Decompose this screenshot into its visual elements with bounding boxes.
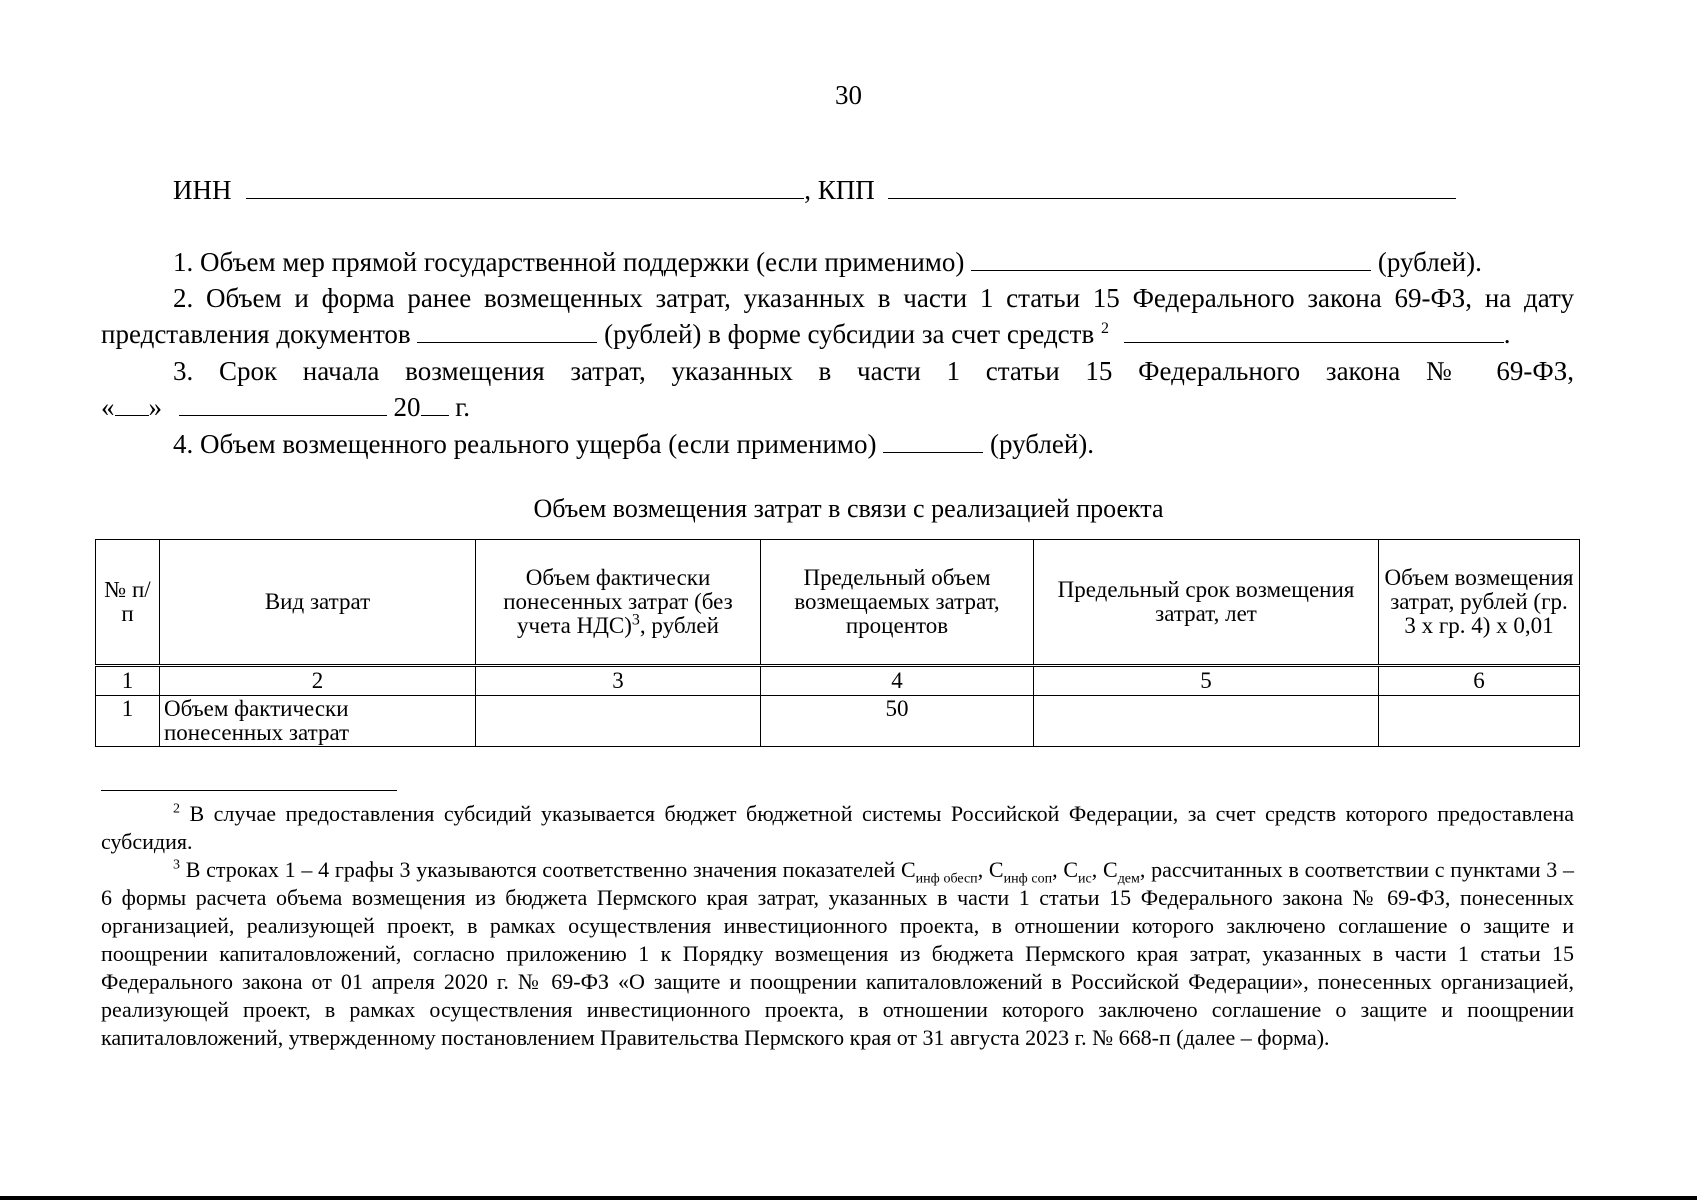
item2-amount-blank <box>417 318 597 343</box>
footnote-3-text-e: , рассчитанных в соответствии с пунктами 3 – 6 формы расчета объема возмещения из бюджета Пермского края затрат, указанных в части 1 статьи 15 Федерального закона № 69-ФЗ, понесенных организацией, реализующей проект, в рамках осуществления инвестиционного проекта, в отношении которого заключено соглашение о защите и поощрении капиталовложений, согласно приложению 1 к Порядку возмещения из бюджета Пермского края затрат, указанных в части 1 статьи 15 Федерального закона от 01 апреля 2020 г. № 69-ФЗ «О защите и поощрении капиталовложений в Российской Федерации», понесенных организацией, реализующей проект, в рамках осуществления инвестиционного проекта, в отношении которого заключено соглашение о защите и поощрении капиталовложений, утвержденному постановлением Правительства Пермского края от 31 августа 2023 г. № 668-п (далее – форма). <box>101 857 1574 1050</box>
footnote-2-mark: 2 <box>173 801 180 817</box>
kpp-blank-field <box>888 174 1456 199</box>
row-limit-percent: 50 <box>761 696 1034 747</box>
item2-label-b: (рублей) в форме субсидии за счет средств <box>604 319 1095 349</box>
item-2 <box>101 280 1574 352</box>
footnote-3-sub-inf-sop: инф соп <box>1003 871 1053 887</box>
footnote-2-text: В случае предоставления субсидий указывается бюджет бюджетной системы Российской Федерации, за счет средств которого предоставлена субсидия. <box>101 801 1574 854</box>
row-number: 1 <box>96 696 160 747</box>
footnote-2 <box>101 800 1574 856</box>
column-number: 3 <box>476 666 761 696</box>
item-4 <box>101 426 1574 462</box>
cost-table <box>95 539 1580 747</box>
footnote-3 <box>101 856 1574 1052</box>
footnote-3-text-a: В строках 1 – 4 графы 3 указываются соответственно значения показателей С <box>185 857 916 882</box>
footnote-3-text-c: , С <box>1052 857 1079 882</box>
footnotes <box>101 800 1574 1052</box>
page-number: 30 <box>835 80 862 110</box>
header-actual-costs-unit: , рублей <box>639 613 719 638</box>
table-row <box>96 696 1580 747</box>
inn-kpp-row <box>173 174 1463 206</box>
footnote-3-sub-dem: дем <box>1117 871 1140 887</box>
footnote-separator <box>101 790 397 791</box>
item1-blank-field <box>971 246 1371 271</box>
header-actual-costs <box>476 540 761 666</box>
item-1 <box>101 244 1574 280</box>
item1-unit: (рублей). <box>1377 247 1482 277</box>
item2-line1: 2. Объем и форма ранее возмещенных затрат, указанных в части 1 статьи 15 Федерального закона 69-ФЗ, на дату <box>173 283 1574 313</box>
column-number: 4 <box>761 666 1034 696</box>
item3-year-prefix: 20 <box>393 392 421 422</box>
header-limit-years: Предельный срок возмещения затрат, лет <box>1034 540 1379 666</box>
column-number: 1 <box>96 666 160 696</box>
footnote-3-text-b: , С <box>977 857 1004 882</box>
item2-label-a: представления документов <box>101 319 411 349</box>
item3-month-blank <box>179 391 387 416</box>
header-reimbursement-amount: Объем возмещения затрат, рублей (гр. 3 х гр. 4) х 0,01 <box>1379 540 1580 666</box>
row-cost-type: Объем фактически понесенных затрат <box>160 696 476 747</box>
row-actual-costs <box>476 696 761 747</box>
footnote-3-sub-is: ис <box>1078 871 1092 887</box>
item3-close-quote: » <box>148 392 162 422</box>
scan-bottom-edge <box>0 1196 1697 1200</box>
item3-open-quote: « <box>101 392 115 422</box>
column-number: 6 <box>1379 666 1580 696</box>
table-header-row <box>96 540 1580 666</box>
footnote-3-sub-inf-obesp: инф обесп <box>915 871 978 887</box>
item2-source-blank <box>1124 318 1504 343</box>
row-amount <box>1379 696 1580 747</box>
item2-end: . <box>1503 319 1511 349</box>
header-actual-costs-text: Объем фактически понесенных затрат (без учета НДС) <box>503 565 733 638</box>
inn-blank-field <box>246 174 804 199</box>
inn-label: ИНН <box>173 175 232 205</box>
header-number: № п/п <box>96 540 160 666</box>
item-3 <box>101 353 1574 425</box>
kpp-label: , КПП <box>804 175 875 205</box>
table-title: Объем возмещения затрат в связи с реализацией проекта <box>533 494 1164 523</box>
item1-text: 1. Объем мер прямой государственной поддержки (если применимо) <box>173 247 965 277</box>
item3-day-blank <box>115 391 149 416</box>
item4-blank-field <box>883 428 983 453</box>
item3-line1: 3. Срок начала возмещения затрат, указанных в части 1 статьи 15 Федерального закона № 69-ФЗ, <box>173 356 1574 386</box>
column-number: 2 <box>160 666 476 696</box>
header-limit-percent: Предельный объем возмещаемых затрат, процентов <box>761 540 1034 666</box>
item2-footnote-ref: 2 <box>1100 320 1109 337</box>
column-number: 5 <box>1034 666 1379 696</box>
footnote-3-text-d: , С <box>1091 857 1118 882</box>
item3-year-blank <box>421 391 449 416</box>
item4-text: 4. Объем возмещенного реального ущерба (если применимо) <box>173 429 877 459</box>
footnote-3-mark: 3 <box>173 857 180 873</box>
item4-unit: (рублей). <box>990 429 1095 459</box>
header-footnote-ref: 3 <box>631 611 640 629</box>
column-number-row <box>96 666 1580 696</box>
item3-year-suffix: г. <box>455 392 471 422</box>
header-cost-type: Вид затрат <box>160 540 476 666</box>
row-limit-years <box>1034 696 1379 747</box>
